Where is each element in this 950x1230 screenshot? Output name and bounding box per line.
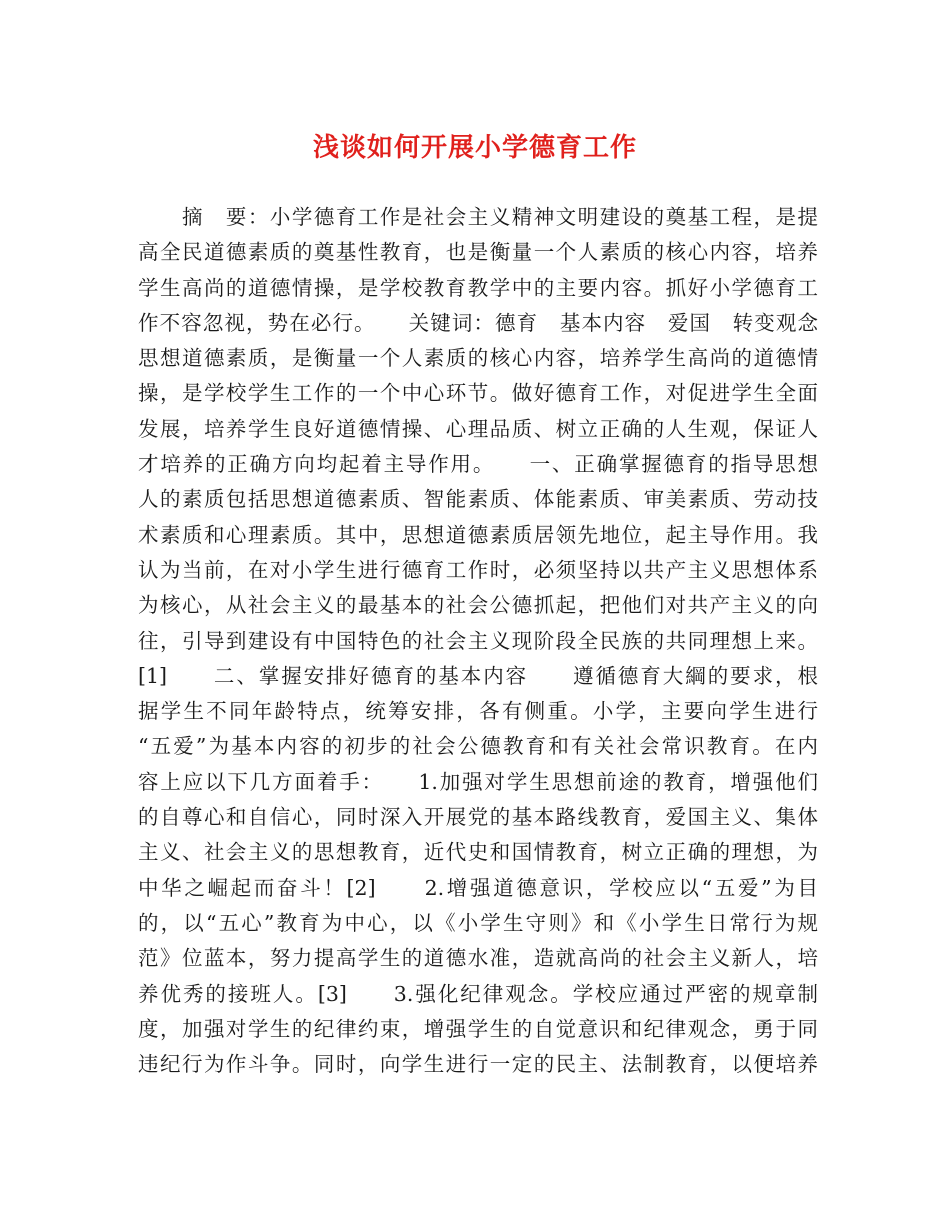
body-line: 违纪行为作斗争。同时，向学生进行一定的民主、法制教育，以便培养: [138, 1052, 818, 1077]
body-line: 高全民道德素质的奠基性教育，也是衡量一个人素质的核心内容，培养: [138, 240, 818, 265]
body-line: “五爱”为基本内容的初步的社会公德教育和有关社会常识教育。在内: [138, 734, 818, 759]
body-line: 作不容忽视，势在必行。 关键词：德育 基本内容 爱国 转变观念: [138, 310, 818, 335]
body-line: 的，以“五心”教育为中心，以《小学生守则》和《小学生日常行为规: [138, 910, 818, 935]
body-line: 容上应以下几方面着手： 1.加强对学生思想前途的教育，增强他们: [138, 769, 818, 794]
body-line: 据学生不同年龄特点，统筹安排，各有侧重。小学，主要向学生进行: [138, 699, 818, 724]
body-line: 术素质和心理素质。其中，思想道德素质居领先地位，起主导作用。我: [138, 522, 818, 547]
body-line: 度，加强对学生的纪律约束，增强学生的自觉意识和纪律观念，勇于同: [138, 1016, 818, 1041]
body-line: 人的素质包括思想道德素质、智能素质、体能素质、审美素质、劳动技: [138, 487, 818, 512]
body-line: 范》位蓝本，努力提高学生的道德水准，造就高尚的社会主义新人，培: [138, 946, 818, 971]
body-line: 养优秀的接班人。[3] 3.强化纪律观念。学校应通过严密的规章制: [138, 981, 818, 1006]
body-line: 为核心，从社会主义的最基本的社会公德抓起，把他们对共产主义的向: [138, 593, 818, 618]
page-title: 浅谈如何开展小学德育工作: [312, 133, 637, 163]
body-line: 思想道德素质，是衡量一个人素质的核心内容，培养学生高尚的道德情: [138, 346, 818, 371]
body-line: 的自尊心和自信心，同时深入开展党的基本路线教育，爱国主义、集体: [138, 805, 818, 830]
body-line: [1] 二、掌握安排好德育的基本内容 遵循德育大綱的要求，根: [138, 663, 818, 688]
body-line: 认为当前，在对小学生进行德育工作时，必须坚持以共产主义思想体系: [138, 557, 818, 582]
body-text: [138, 200, 818, 1082]
body-line: 操，是学校学生工作的一个中心环节。做好德育工作，对促进学生全面: [138, 381, 818, 406]
body-line: 发展，培养学生良好道德情操、心理品质、树立正确的人生观，保证人: [138, 416, 818, 441]
body-line: 摘 要：小学德育工作是社会主义精神文明建设的奠基工程，是提: [138, 205, 818, 229]
body-line: 中华之崛起而奋斗！[2] 2.增强道德意识，学校应以“五爱”为目: [138, 875, 818, 900]
body-line: 往，引导到建设有中国特色的社会主义现阶段全民族的共同理想上来。: [138, 628, 818, 653]
body-line: 主义、社会主义的思想教育，近代史和国情教育，树立正确的理想，为: [138, 840, 818, 865]
body-line: 才培养的正确方向均起着主导作用。 一、正确掌握德育的指导思想: [138, 452, 818, 477]
body-line: 学生高尚的道德情操，是学校教育教学中的主要内容。抓好小学德育工: [138, 275, 818, 300]
